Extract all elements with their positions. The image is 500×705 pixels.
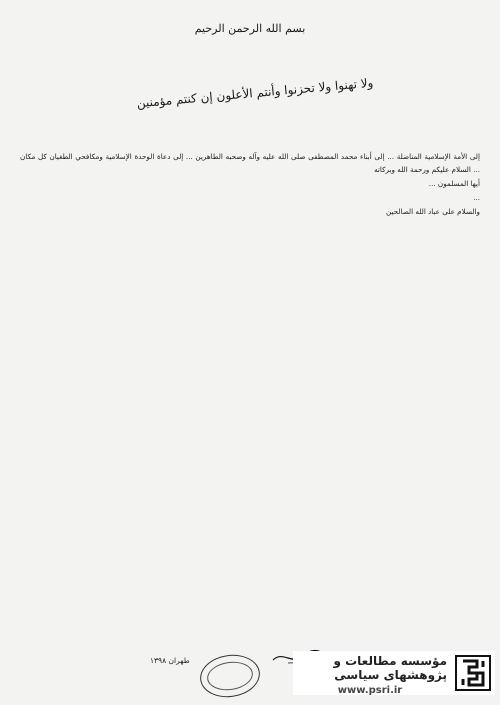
paragraph: إلى الأمة الإسلامية المناضلة ... إلى أبناء محمد المصطفى صلى الله عليه وآله وصحبه الطاهرين ... إلى دعاة الوحدة الإسلامية ومكافحي الطغيان كل مكان ... السلام عليكم ورحمة الله وبركاته: [20, 152, 480, 175]
paragraph: أيها المسلمون ...: [428, 179, 480, 189]
basmala-heading: بسم الله الرحمن الرحيم: [194, 22, 306, 35]
letter-body: [20, 150, 480, 655]
watermark-title: مؤسسه مطالعات و پژوهشهای سیاسی: [333, 654, 447, 682]
watermark-text: [293, 654, 447, 696]
date-line: طهران ١٣٩٨: [150, 656, 190, 665]
institute-logo-icon: [453, 653, 493, 693]
seal-stamp-icon: [197, 651, 262, 701]
quran-verse-heading: ولا تهنوا ولا تحزنوا وأنتم الأعلون إن كنتم مؤمنين: [136, 75, 374, 111]
paragraph: والسلام على عباد الله الصالحين: [386, 207, 480, 217]
paragraph: ...: [473, 193, 480, 203]
watermark-url: www.psri.ir: [337, 685, 403, 696]
watermark-banner: [293, 651, 495, 695]
